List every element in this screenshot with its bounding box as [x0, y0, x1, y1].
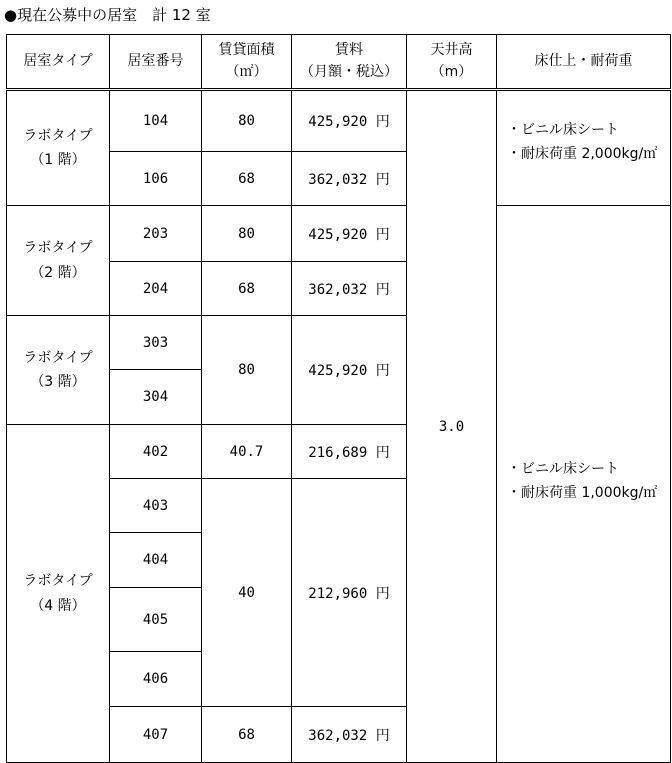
room-number: 106	[110, 152, 202, 206]
room-area: 40.7	[202, 425, 292, 479]
room-type-name: ラボタイプ	[23, 127, 93, 144]
page-title: ●現在公募中の居室 計 12 室	[4, 6, 211, 24]
room-type-floor: （1 階）	[30, 152, 86, 168]
room-type-name: ラボタイプ	[23, 349, 93, 366]
room-area: 80	[202, 90, 292, 152]
room-number: 406	[110, 652, 202, 707]
room-number: 204	[110, 262, 202, 316]
room-rent: 212,960 円	[292, 479, 407, 707]
header-ceiling-height	[407, 35, 497, 90]
header-row	[7, 35, 671, 90]
room-number: 407	[110, 707, 202, 763]
floor-spec-material: ・ビニル床シート	[507, 461, 619, 477]
table-row	[7, 90, 671, 152]
room-table	[6, 34, 671, 763]
room-rent: 425,920 円	[292, 90, 407, 152]
floor-spec-material: ・ビニル床シート	[507, 122, 619, 138]
room-type-floor: （2 階）	[30, 264, 86, 281]
header-rent-unit: （月額・税込）	[300, 63, 398, 80]
room-number: 402	[110, 425, 202, 479]
room-type-cell	[7, 425, 110, 763]
floor-spec-cell	[497, 90, 671, 206]
header-area-unit: （㎡）	[225, 63, 268, 80]
room-rent: 216,689 円	[292, 425, 407, 479]
room-number: 104	[110, 90, 202, 152]
header-rent-label: 賃料	[335, 41, 363, 58]
room-type-floor: （4 階）	[30, 597, 86, 614]
room-rent: 362,032 円	[292, 707, 407, 763]
ceiling-height-cell: 3.0	[407, 90, 497, 763]
header-floor-spec: 床仕上・耐荷重	[497, 35, 671, 90]
room-number: 203	[110, 206, 202, 262]
room-number: 304	[110, 370, 202, 425]
header-ceiling-label: 天井高	[430, 41, 473, 58]
room-type-floor: （3 階）	[30, 374, 86, 390]
header-rent	[292, 35, 407, 90]
floor-spec-load: ・耐床荷重 2,000kg/㎡	[507, 145, 658, 162]
floor-spec-load: ・耐床荷重 1,000kg/㎡	[507, 484, 658, 501]
room-rent: 425,920 円	[292, 206, 407, 262]
header-area	[202, 35, 292, 90]
room-type-name: ラボタイプ	[23, 573, 93, 589]
room-area: 68	[202, 152, 292, 206]
room-rent: 362,032 円	[292, 262, 407, 316]
room-type-cell	[7, 90, 110, 206]
room-area: 68	[202, 707, 292, 763]
room-area: 80	[202, 206, 292, 262]
header-ceiling-unit: （m）	[430, 63, 473, 80]
floor-spec-cell	[497, 206, 671, 763]
room-type-cell	[7, 316, 110, 425]
room-type-name: ラボタイプ	[23, 240, 93, 256]
table-row	[7, 206, 671, 262]
room-number: 403	[110, 479, 202, 533]
header-room-number: 居室番号	[110, 35, 202, 90]
room-number: 404	[110, 533, 202, 588]
room-area: 80	[202, 316, 292, 425]
room-number: 405	[110, 588, 202, 652]
room-rent: 362,032 円	[292, 152, 407, 206]
room-area: 68	[202, 262, 292, 316]
room-area: 40	[202, 479, 292, 707]
header-area-label: 賃貸面積	[218, 41, 275, 58]
header-room-type: 居室タイプ	[7, 35, 110, 90]
room-type-cell	[7, 206, 110, 316]
room-rent: 425,920 円	[292, 316, 407, 425]
room-number: 303	[110, 316, 202, 370]
